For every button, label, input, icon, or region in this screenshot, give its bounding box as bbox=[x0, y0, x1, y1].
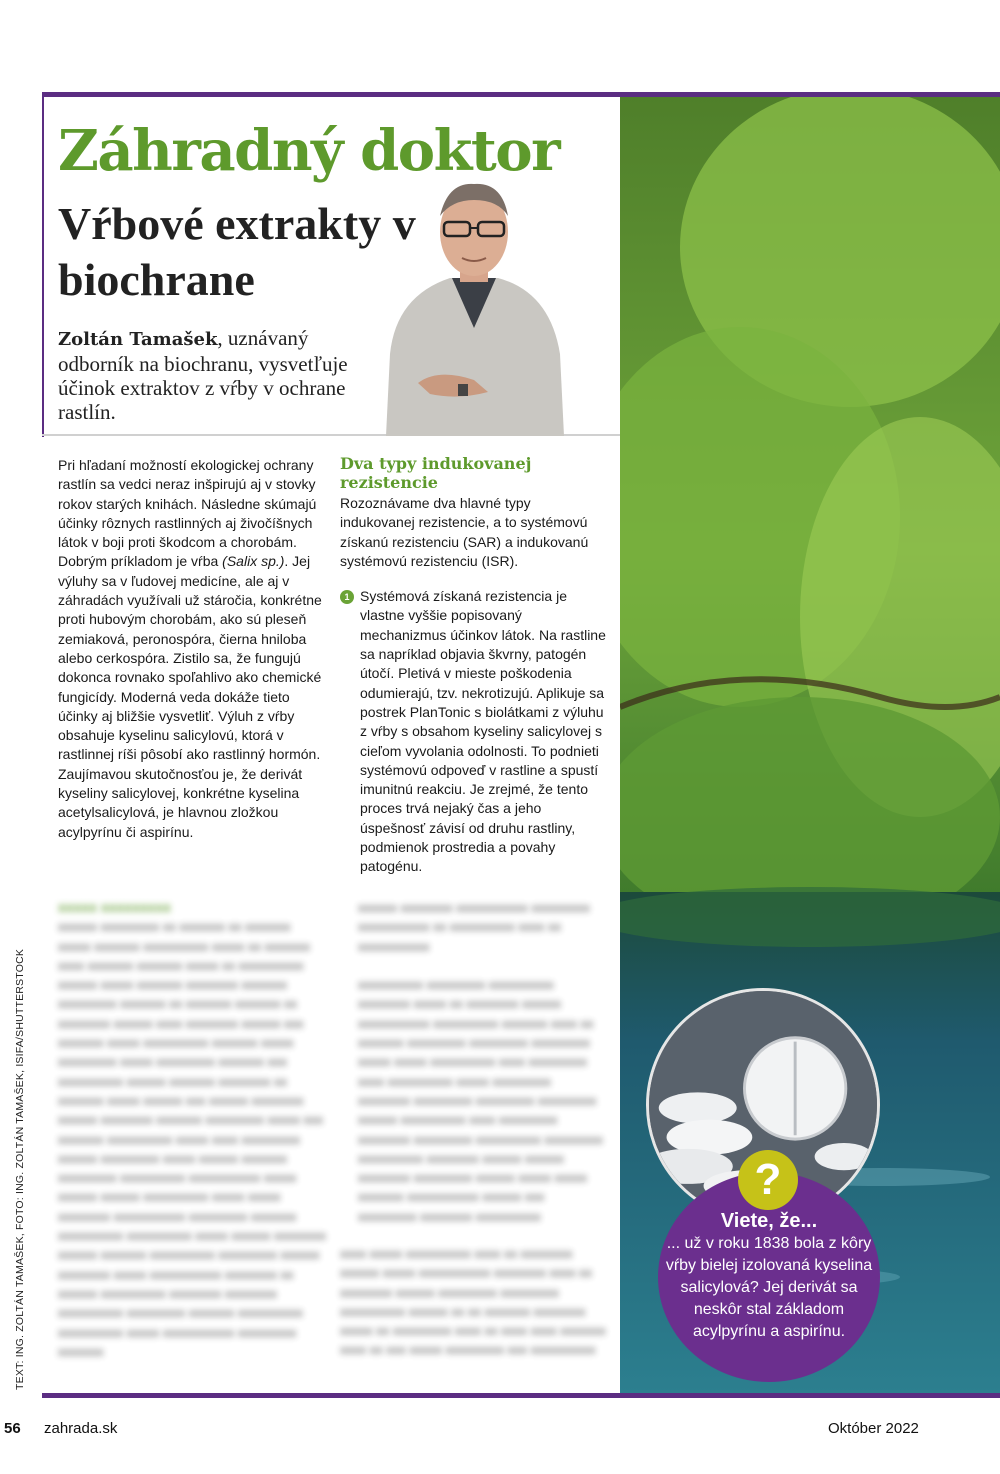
body-paragraph bbox=[58, 456, 326, 842]
article-headline: Vŕbové extrakty v biochrane bbox=[58, 198, 416, 305]
numbered-item-text: Systémová získaná rezistencia je vlastne vyššie popisovaný mechanizmus účinkov látok. Na rastline sa napríklad objavia škvrny, patogén útočí. Pletivá v mieste poškodenia odumierajú, tzv. nekrotizujú. Aplikuje sa postrek PlanTonic s biolátkami z výluhu z vŕby s obsahom kyseliny salicylovej s cieľom vyvolania odolnosti. To podnieti systémovú odpoveď v rastline a spustí imunitnú reakciu. Je zrejmé, že tento proces trvá nejaký čas a jeho úspešnosť závisí od druhu rastliny, podmienok prostredia a povahy patogénu. bbox=[360, 588, 606, 875]
section-title: Záhradný doktor bbox=[58, 118, 560, 184]
number-badge: 1 bbox=[340, 590, 354, 604]
fact-box-content bbox=[664, 1210, 874, 1343]
question-icon: ? bbox=[738, 1150, 798, 1210]
photo-credit: TEXT: ING. ZOLTÁN TAMAŠEK, FOTO: ING. ZOLTÁN TAMAŠEK, ISIFA/SHUTTERSTOCK bbox=[14, 948, 26, 1390]
numbered-item-1 bbox=[340, 587, 608, 876]
article-lead bbox=[58, 326, 348, 424]
body-text: Pri hľadaní možností ekologickej ochrany rastlín sa vedci neraz inšpirujú aj v stovky rokov starých knihách. Následne skúmajú účinky rôznych rastlinných aj živočíšnych látok v boji proti škodcom a chorobám. Dobrým príkladom je vŕba bbox=[58, 457, 317, 570]
blurred-text-block: xxxxxx xxxxxxxx xxxxxxxxxxx xxxxxxxxx xxxxxxxxxxx xx xxxxxxxxxx xxxx xx xxxxxxxxxxx xxxxxxxxxx xxxxxxxxx xxxxxxxxxx xxxxxxxx xxxxx xx xxxxxxxx xxxxxx xxxxxxxxxxx xxxxxxxxxx xxxxxxx xxxx xx xxxxxxx xxxxxxxxx xxxxxxxxx xxxxxxxxx xxxxx xxxxx xxxxxxxxxx xxxx xxxxxxxxx xxxx xxxxxxxxxx xxxxx xxxxxxxxx xxxxxxxx xxxxxxxxx xxxxxxxxx xxxxxxxxx xxxxxx xxxxxxxxxx xxxx xxxxxxxxx xxxxxxxx xxxxxxxxx xxxxxxxxxx xxxxxxxxx xxxxxxxxxx xxxxxxxx xxxxxx xxxxxx xxxxxxxx xxxxxxxxx xxxxxx xxxxx xxxxx xxxxxxx xxxxxxxxxxx xxxxxx xxx xxxxxxxxx xxxxxxxx xxxxxxxxxx bbox=[358, 900, 603, 1224]
blurred-text-block: xxxx xxxxx xxxxxxxxxx xxxx xx xxxxxxxx xxxxxx xxxxx xxxxxxxxxxx xxxxxxxx xxxx xx xxxxxxxx xxxxxx xxxxxxxxx xxxxxxxxx xxxxxxxxxx xxxxxx xx xx xxxxxxx xxxxxxxx xxxxx xx xxxxxxxxx xxxx xx xxxx xxxx xxxxxxx xxxx xx xxx xxxxx xxxxxxxxx xxx xxxxxxxxxx bbox=[340, 1246, 606, 1358]
author-portrait bbox=[378, 178, 570, 436]
blurred-text-block: xxxxx xxxxxxxxx xxxxxx xxxxxxxxx xx xxxxxxx xx xxxxxxx xxxxx xxxxxxx xxxxxxxxxx xxxxx xx xxxxxxx xxxx xxxxxxx xxxxxxx xxxxx xx xxxxxxxxxx xxxxxx xxxxx xxxxxxx xxxxxxxx xxxxxxx xxxxxxxxx xxxxxxx xx xxxxxxx xxxxxxx xx xxxxxxxx xxxxxx xxxx xxxxxxxx xxxxxx xxx xxxxxxx xxxxx xxxxxxxxxx xxxxxxx xxxxx xxxxxxxxx xxxxx xxxxxxxxx xxxxxxx xxx xxxxxxxxxx xxxxxx xxxxxxx xxxxxxxx xx xxxxxxx xxxxx xxxxxx xxx xxxxxx xxxxxxxx xxxxxx xxxxxxxx xxxxxxx xxxxxxxxx xxxxx xxx xxxxxxx xxxxxxxxxx xxxxx xxxx xxxxxxxxx xxxxxx xxxxxxxxx xxxxx xxxxxx xxxxxxx xxxxxxxxx xxxxxxxxxx xxxxxxxxxxx xxxxx xxxxxx xxxxxx xxxxxxxxxx xxxxx xxxxx xxxxxxxx xxxxxxxxxxx xxxxxxxxx xxxxxxx xxxxxxxxxx xxxxxxxxxx xxxxx xxxxxx xxxxxxxx xxxxxx xxxxxxx xxxxxxxxxx xxxxxxxxx xxxxxx xxxxxxxx xxxxx xxxxxxxxxxx xxxxxxxx xx xxxxxx xxxxxxxxxx xxxxxxxx xxxxxxxx xxxxxxxxxx xxxxxxxxx xxxxxxx xxxxxxxxxx xxxxxxxxxx xxxxx xxxxxxxxxxx xxxxxxxxx xxxxxxx bbox=[58, 899, 326, 1359]
bottom-divider bbox=[42, 1393, 1000, 1398]
column-left bbox=[58, 456, 326, 842]
fact-box-title: Viete, že... bbox=[720, 1210, 818, 1232]
lead-text: , uznávaný odborník na biochranu, vysvetľuje účinok extraktov z vŕby v ochrane rastlín. bbox=[58, 326, 348, 424]
author-name: Zoltán Tamašek bbox=[58, 329, 218, 350]
subheading: Dva typy indukovanej rezistencie bbox=[340, 454, 532, 492]
page-number: 56 bbox=[4, 1420, 21, 1437]
footer-issue: Október 2022 bbox=[828, 1420, 919, 1437]
footer-site: zahrada.sk bbox=[44, 1420, 118, 1437]
body-text: . Jej výluhy sa v ľudovej medicíne, ale aj v záhradách využívali už stáročia, konkrétne proti hubovým chorobám, ako sú pleseň zemiaková, peronospóra, čierna hniloba alebo cerkospóra. Zistilo sa, že fungujú dokonca rovnako spoľahlivo ako chemické fungicídy. Moderná veda dokáže tieto účinky aj bližšie vysvetliť. Výluh z vŕby obsahuje kyselinu salicylovú, ktorá v rastlinnej ríši pôsobí ako rastlinný hormón. Zaujímavou skutočnosťou je, že derivát kyseliny salicylovej, konkrétne kyselina acetylsalicylová, je hlavnou zložkou acylpyrínu či aspirínu. bbox=[58, 553, 322, 840]
left-divider bbox=[42, 92, 44, 437]
fact-box-text: ... už v roku 1838 bola z kôry vŕby bielej izolovaná kyselina salicylová? Jej derivát sa neskôr stal základom acylpyrínu a aspirínu. bbox=[665, 1235, 873, 1340]
subheading-intro: Rozoznávame dva hlavné typy indukovanej rezistencie, a to systémovú získanú rezistenciu (SAR) a indukovanú systémovú rezistenciu (ISR). bbox=[340, 495, 589, 569]
column-right bbox=[340, 454, 608, 877]
latin-name: (Salix sp.) bbox=[222, 553, 285, 570]
